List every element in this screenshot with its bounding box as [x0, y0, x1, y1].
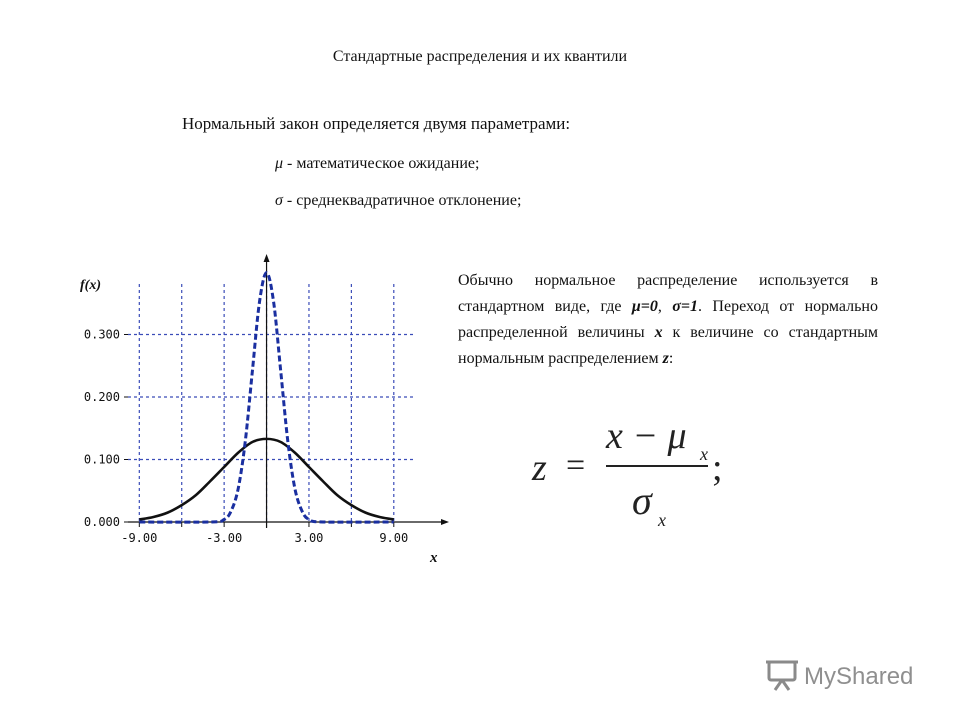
desc-end: : — [668, 350, 674, 367]
y-axis-arrow — [264, 254, 270, 262]
desc-part2: . Переход от нормально распределенной величины — [458, 298, 878, 341]
y-tick-label-0: 0.000 — [83, 515, 120, 529]
desc-z: z — [662, 350, 669, 367]
y-tick-label-3: 0.300 — [83, 327, 120, 342]
sigma-symbol: σ — [275, 192, 283, 209]
intro-text: Нормальный закон определяется двумя параметрами: — [182, 114, 571, 133]
param-mu-text: - математическое ожидание; — [287, 155, 480, 172]
watermark — [764, 655, 934, 695]
description-paragraph — [458, 268, 878, 372]
desc-comma: , — [657, 298, 673, 315]
desc-part1: Обычно нормальное распределение используется в стандартном виде, где — [458, 272, 878, 315]
watermark-text: MyShared — [804, 663, 914, 690]
formula-denominator-sub: x — [658, 510, 666, 530]
param-sigma-text: - среднеквадратичное отклонение; — [286, 192, 522, 209]
y-axis-label: f(x) — [80, 278, 101, 293]
x-tick-label-0: -9.00 — [121, 531, 158, 545]
x-tick-label-1: -3.00 — [206, 531, 243, 545]
formula-numerator: x − μ — [606, 415, 687, 457]
y-tick-label-2: 0.200 — [83, 390, 120, 404]
mu-symbol: μ — [275, 155, 284, 172]
x-axis-arrow — [441, 519, 449, 525]
param-mu — [275, 155, 479, 173]
param-sigma — [275, 192, 521, 210]
normal-distribution-chart — [60, 250, 460, 570]
formula-lhs: z — [532, 447, 547, 489]
formula-numerator-sub: x — [700, 444, 708, 464]
x-axis-label: x — [430, 550, 438, 566]
desc-sigma-eq: σ=1 — [672, 298, 699, 315]
desc-part3: к величине со стандартным нормальным распределением — [458, 324, 878, 367]
desc-mu-eq: μ=0 — [631, 298, 658, 315]
desc-x: x — [654, 324, 663, 341]
x-tick-label-2: 3.00 — [294, 531, 324, 545]
formula-semicolon: ; — [712, 447, 723, 489]
formula-equals: = — [566, 447, 586, 484]
x-tick-label-3: 9.00 — [379, 531, 409, 545]
formula-denominator: σ — [632, 478, 652, 523]
presentation-board-icon — [766, 662, 798, 690]
y-tick-label-1: 0.100 — [83, 452, 120, 467]
standardization-formula — [530, 400, 770, 540]
slide-title: Стандартные распределения и их квантили — [332, 48, 628, 65]
